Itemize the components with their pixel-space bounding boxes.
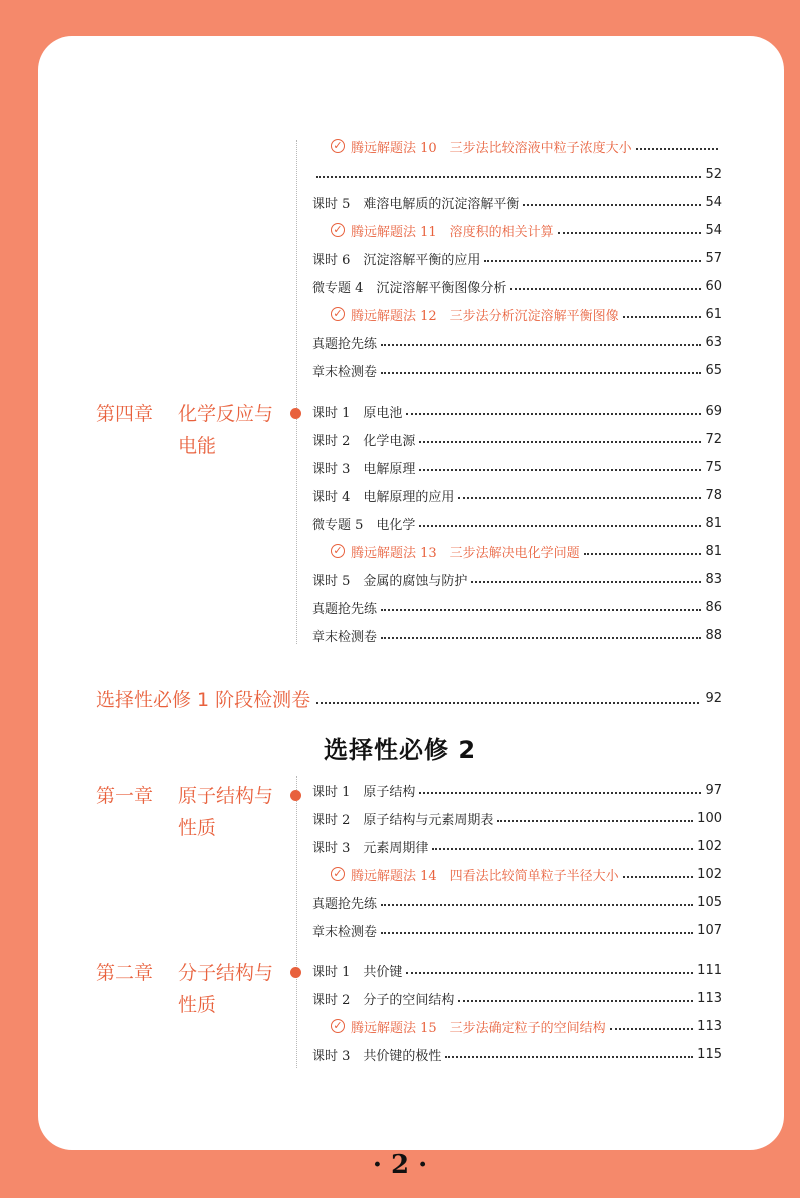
stage-test-entry[interactable] — [96, 685, 722, 711]
toc-entry[interactable] — [312, 164, 722, 184]
leader-dots — [510, 288, 701, 290]
entry-label: 课时 6 沉淀溶解平衡的应用 — [312, 252, 481, 268]
check-circle-icon: ✓ — [331, 544, 345, 558]
entry-label: 真题抢先练 — [312, 896, 378, 912]
leader-dots — [419, 441, 701, 443]
leader-dots — [406, 972, 693, 974]
toc-entry[interactable] — [312, 1044, 722, 1064]
check-circle-icon: ✓ — [331, 223, 345, 237]
toc-entry[interactable] — [312, 625, 722, 645]
page-number: · 2 · — [372, 1150, 428, 1180]
entry-label: 腾远解题法 11 溶度积的相关计算 — [351, 224, 554, 240]
timeline-line — [296, 140, 297, 644]
toc-entry[interactable] — [312, 248, 722, 268]
toc-entry[interactable] — [312, 988, 722, 1008]
chapter-number: 第二章 — [96, 962, 154, 984]
entry-label: 真题抢先练 — [312, 601, 378, 617]
entry-page-number: 54 — [705, 222, 722, 238]
entry-page-number: 97 — [705, 782, 722, 798]
entry-page-number: 102 — [697, 838, 722, 854]
leader-dots — [623, 316, 702, 318]
check-circle-icon: ✓ — [331, 139, 345, 153]
method-entry[interactable] — [331, 1016, 722, 1036]
stage-test-label: 选择性必修 1 阶段检测卷 — [96, 688, 311, 711]
entry-page-number: 105 — [697, 894, 722, 910]
check-circle-icon: ✓ — [331, 1019, 345, 1033]
entry-label: 章末检测卷 — [312, 924, 378, 940]
entry-page-number: 57 — [705, 250, 722, 266]
entry-label: 课时 5 难溶电解质的沉淀溶解平衡 — [312, 196, 520, 212]
entry-label: 课时 2 化学电源 — [312, 433, 416, 449]
entry-label: 腾远解题法 10 三步法比较溶液中粒子浓度大小 — [351, 140, 632, 156]
entry-page-number: 75 — [705, 459, 722, 475]
entry-page-number: 102 — [697, 866, 722, 882]
entry-label: 课时 5 金属的腐蚀与防护 — [312, 573, 468, 589]
entry-page-number: 115 — [697, 1046, 722, 1062]
entry-page-number: 54 — [705, 194, 722, 210]
leader-dots — [471, 581, 701, 583]
entry-label: 课时 3 共价键的极性 — [312, 1048, 442, 1064]
leader-dots — [419, 525, 701, 527]
entry-page-number: 86 — [705, 599, 722, 615]
toc-entry[interactable] — [312, 920, 722, 940]
stage-test-page: 92 — [705, 690, 722, 706]
leader-dots — [316, 176, 701, 178]
entry-page-number: 81 — [705, 515, 722, 531]
method-entry[interactable] — [331, 864, 722, 884]
entry-label: 课时 2 分子的空间结构 — [312, 992, 455, 1008]
entry-label: 章末检测卷 — [312, 364, 378, 380]
entry-label: 课时 3 电解原理 — [312, 461, 416, 477]
toc-entry[interactable] — [312, 569, 722, 589]
entry-label: 课时 4 电解原理的应用 — [312, 489, 455, 505]
toc-entry[interactable] — [312, 780, 722, 800]
entry-label: 真题抢先练 — [312, 336, 378, 352]
leader-dots — [458, 497, 701, 499]
entry-page-number: 83 — [705, 571, 722, 587]
entry-label: 课时 3 元素周期律 — [312, 840, 429, 856]
toc-entry[interactable] — [312, 360, 722, 380]
entry-page-number: 100 — [697, 810, 722, 826]
entry-page-number: 69 — [705, 403, 722, 419]
entry-page-number: 81 — [705, 543, 722, 559]
entry-label: 腾远解题法 12 三步法分析沉淀溶解平衡图像 — [351, 308, 619, 324]
entry-page-number: 72 — [705, 431, 722, 447]
leader-dots — [381, 637, 701, 639]
chapter-title: 原子结构与性质 — [178, 785, 274, 839]
toc-entry[interactable] — [312, 401, 722, 421]
section-title: 选择性必修 2 — [323, 736, 477, 764]
entry-page-number: 113 — [697, 1018, 722, 1034]
entry-label: 课时 1 原电池 — [312, 405, 403, 421]
entry-page-number: 63 — [705, 334, 722, 350]
chapter-number: 第一章 — [96, 785, 154, 807]
chapter-title: 分子结构与性质 — [178, 962, 274, 1016]
chapter-bullet-icon — [290, 790, 301, 801]
toc-entry[interactable] — [312, 513, 722, 533]
leader-dots — [610, 1028, 693, 1030]
leader-dots — [381, 904, 693, 906]
toc-entry[interactable] — [312, 960, 722, 980]
entry-label: 腾远解题法 13 三步法解决电化学问题 — [351, 545, 580, 561]
entry-page-number: 113 — [697, 990, 722, 1006]
toc-entry[interactable] — [312, 892, 722, 912]
entry-page-number: 88 — [705, 627, 722, 643]
entry-label: 微专题 5 电化学 — [312, 517, 416, 533]
toc-entry[interactable] — [312, 485, 722, 505]
entry-page-number: 52 — [705, 166, 722, 182]
method-entry[interactable] — [331, 541, 722, 561]
entry-page-number: 111 — [697, 962, 722, 978]
leader-dots — [316, 702, 699, 704]
leader-dots — [381, 372, 701, 374]
method-entry[interactable] — [331, 304, 722, 324]
entry-label: 课时 1 共价键 — [312, 964, 403, 980]
chapter-bullet-icon — [290, 967, 301, 978]
check-circle-icon: ✓ — [331, 867, 345, 881]
entry-page-number: 78 — [705, 487, 722, 503]
leader-dots — [381, 344, 701, 346]
leader-dots — [484, 260, 701, 262]
leader-dots — [445, 1056, 693, 1058]
leader-dots — [381, 609, 701, 611]
entry-page-number: 107 — [697, 922, 722, 938]
leader-dots — [636, 148, 718, 150]
entry-label: 腾远解题法 15 三步法确定粒子的空间结构 — [351, 1020, 606, 1036]
toc-entry[interactable] — [312, 808, 722, 828]
entry-label: 腾远解题法 14 四看法比较简单粒子半径大小 — [351, 868, 619, 884]
toc-entry[interactable] — [312, 429, 722, 449]
leader-dots — [558, 232, 702, 234]
entry-page-number: 61 — [705, 306, 722, 322]
leader-dots — [406, 413, 701, 415]
leader-dots — [381, 932, 693, 934]
leader-dots — [419, 792, 701, 794]
chapter-number: 第四章 — [96, 403, 154, 425]
toc-entry[interactable] — [312, 276, 722, 296]
leader-dots — [523, 204, 701, 206]
leader-dots — [584, 553, 702, 555]
leader-dots — [458, 1000, 693, 1002]
toc-entry[interactable] — [312, 597, 722, 617]
leader-dots — [432, 848, 693, 850]
toc-entry[interactable] — [312, 192, 722, 212]
toc-entry[interactable] — [312, 836, 722, 856]
method-entry[interactable] — [331, 220, 722, 240]
method-entry[interactable] — [331, 136, 722, 156]
entry-page-number: 60 — [705, 278, 722, 294]
chapter-title: 化学反应与电能 — [178, 403, 274, 457]
toc-entry[interactable] — [312, 457, 722, 477]
chapter-bullet-icon — [290, 408, 301, 419]
check-circle-icon: ✓ — [331, 307, 345, 321]
entry-label: 课时 1 原子结构 — [312, 784, 416, 800]
leader-dots — [497, 820, 693, 822]
entry-label: 微专题 4 沉淀溶解平衡图像分析 — [312, 280, 507, 296]
entry-label: 课时 2 原子结构与元素周期表 — [312, 812, 494, 828]
toc-entry[interactable] — [312, 332, 722, 352]
entry-label: 章末检测卷 — [312, 629, 378, 645]
leader-dots — [623, 876, 693, 878]
timeline-line-2 — [296, 776, 297, 1068]
leader-dots — [419, 469, 701, 471]
entry-page-number: 65 — [705, 362, 722, 378]
